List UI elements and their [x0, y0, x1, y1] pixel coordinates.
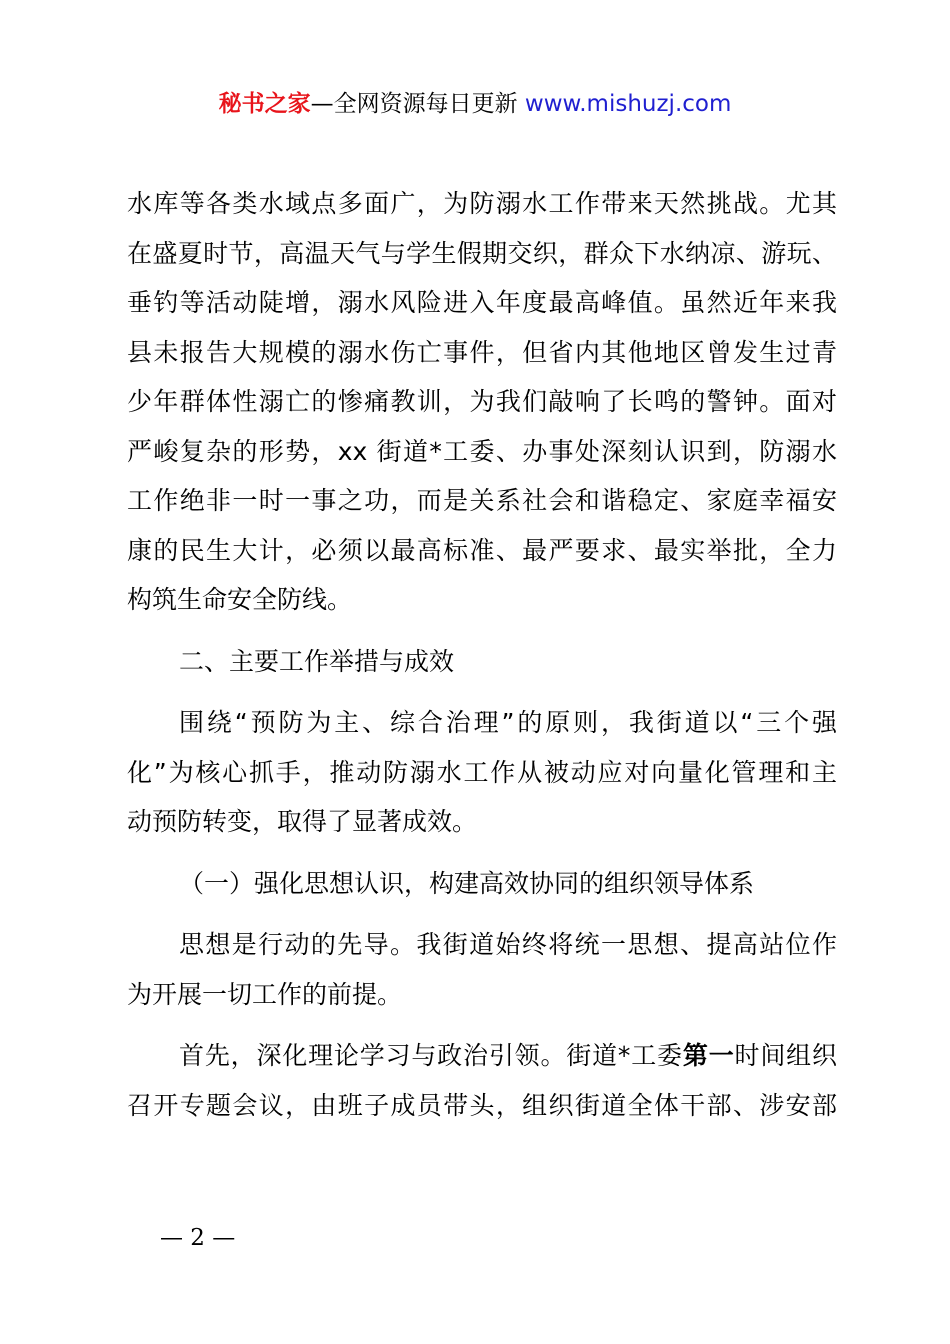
text-line: 在盛夏时节，高温天气与学生假期交织，群众下水纳凉、游玩、: [127, 238, 837, 268]
text-line: 围绕“预防为主、综合治理”的原则，我街道以“三个强: [179, 708, 837, 737]
text-line: 思想是行动的先导。我街道始终将统一思想、提高站位作: [179, 930, 837, 959]
text-line: 动预防转变，取得了显著成效。: [127, 807, 478, 836]
site-brand: 秘书之家: [218, 91, 311, 117]
text-line: 少年群体性溺亡的惨痛教训，为我们敲响了长鸣的警钟。面对: [127, 387, 837, 416]
text-line: 严峻复杂的形势，xx 街道*工委、办事处深刻认识到，防溺水: [127, 436, 837, 466]
text-line: 为开展一切工作的前提。: [127, 979, 403, 1009]
site-header: [0, 86, 950, 122]
document-body: [127, 179, 837, 1130]
text-line: 水库等各类水域点多面广，为防溺水工作带来天然挑战。尤其: [127, 189, 837, 218]
page-number: — 2 —: [160, 1225, 236, 1251]
text-line: 康的民生大计，必须以最高标准、最严要求、最实举批，全力: [127, 535, 837, 565]
text-line: 县未报告大规模的溺水伤亡事件，但省内其他地区曾发生过青: [127, 337, 837, 367]
text-line: 工作绝非一时一事之功，而是关系社会和谐稳定、家庭幸福安: [127, 486, 837, 515]
text-line: 化”为核心抓手，推动防溺水工作从被动应对向量化管理和主: [127, 757, 837, 787]
text-line: 垂钓等活动陡增，溺水风险进入年度最高峰值。虽然近年来我: [127, 288, 837, 317]
paragraph-situation: [127, 179, 837, 625]
paragraph-first-measure: [127, 1031, 837, 1130]
site-url-link[interactable]: www.mishuzj.com: [524, 91, 732, 117]
text-line: 召开专题会议，由班子成员带头，组织街道全体干部、涉安部: [127, 1090, 837, 1120]
paragraph-principle: [127, 698, 837, 847]
text-run: 时间组织: [734, 1041, 837, 1070]
emphasis-text: 第一: [682, 1041, 735, 1070]
text-run: 首先，深化理论学习与政治引领。街道*工委: [179, 1041, 683, 1070]
text-line: 构筑生命安全防线。: [127, 585, 353, 614]
subsection-heading: （一）强化思想认识，构建高效协同的组织领导体系: [179, 868, 755, 898]
paragraph-thought: [127, 920, 837, 1019]
text-line: [127, 1031, 837, 1081]
site-tagline: —全网资源每日更新: [310, 91, 525, 117]
section-heading: 二、主要工作举措与成效: [179, 646, 455, 676]
